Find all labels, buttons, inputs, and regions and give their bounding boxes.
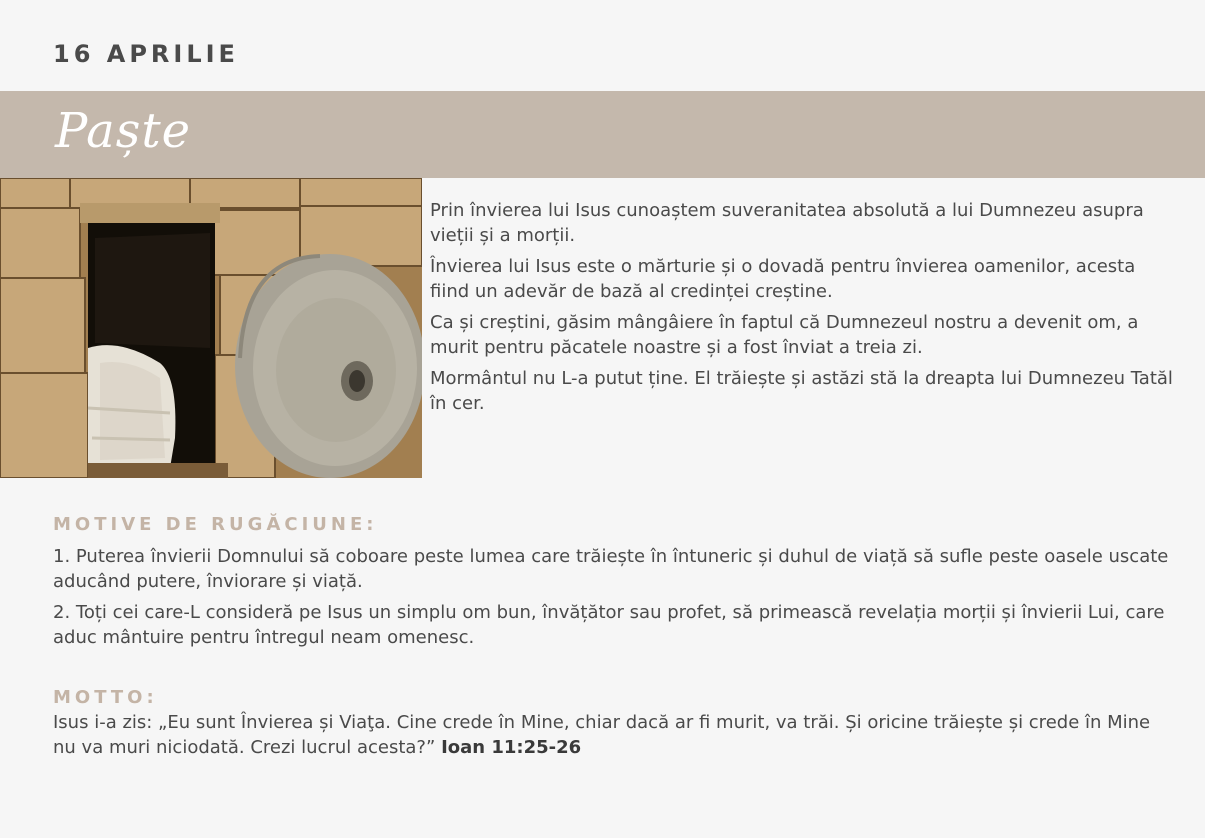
intro-text [430,198,1180,422]
empty-tomb-photo [0,178,422,478]
intro-paragraph: Mormântul nu L-a putut ține. El trăiește și astăzi stă la dreapta lui Dumnezeu Tatăl în cer. [430,368,1173,414]
intro-paragraph: Ca și creștini, găsim mângâiere în faptul că Dumnezeul nostru a devenit om, a murit pentru păcatele noastre și a fost înviat a treia zi. [430,312,1139,358]
motto-reference: Ioan 11:25-26 [441,737,582,758]
intro-paragraph: Prin învierea lui Isus cunoaștem suveranitatea absolută a lui Dumnezeu asupra vieții și a morții. [430,200,1144,246]
prayer-item: 2. Toți cei care-L consideră pe Isus un simplu om bun, învățător sau profet, să primească revelația morții și învierii Lui, care aduc mântuire pentru întregul neam omenesc. [53,602,1165,648]
motto-block [53,710,1173,760]
motto-heading: MOTTO: [53,687,158,708]
prayer-item: 1. Puterea învierii Domnului să coboare peste lumea care trăiește în întuneric și duhul de viață să sufle peste oasele uscate aducând putere, înviorare și viață. [53,546,1169,592]
prayer-list [53,544,1173,656]
page-title: Paște [55,103,192,159]
motto-text: Isus i-a zis: „Eu sunt Învierea și Viaţa. Cine crede în Mine, chiar dacă ar fi murit, va trăi. Și oricine trăiește și crede în Mine nu va muri niciodată. Crezi lucrul acesta?” [53,712,1151,758]
prayer-heading: MOTIVE DE RUGĂCIUNE: [53,514,378,535]
intro-paragraph: Învierea lui Isus este o mărturie și o dovadă pentru învierea oamenilor, acesta fiind un adevăr de bază al credinței creștine. [430,256,1136,302]
title-banner [0,91,1205,178]
page-date: 16 APRILIE [53,40,239,68]
